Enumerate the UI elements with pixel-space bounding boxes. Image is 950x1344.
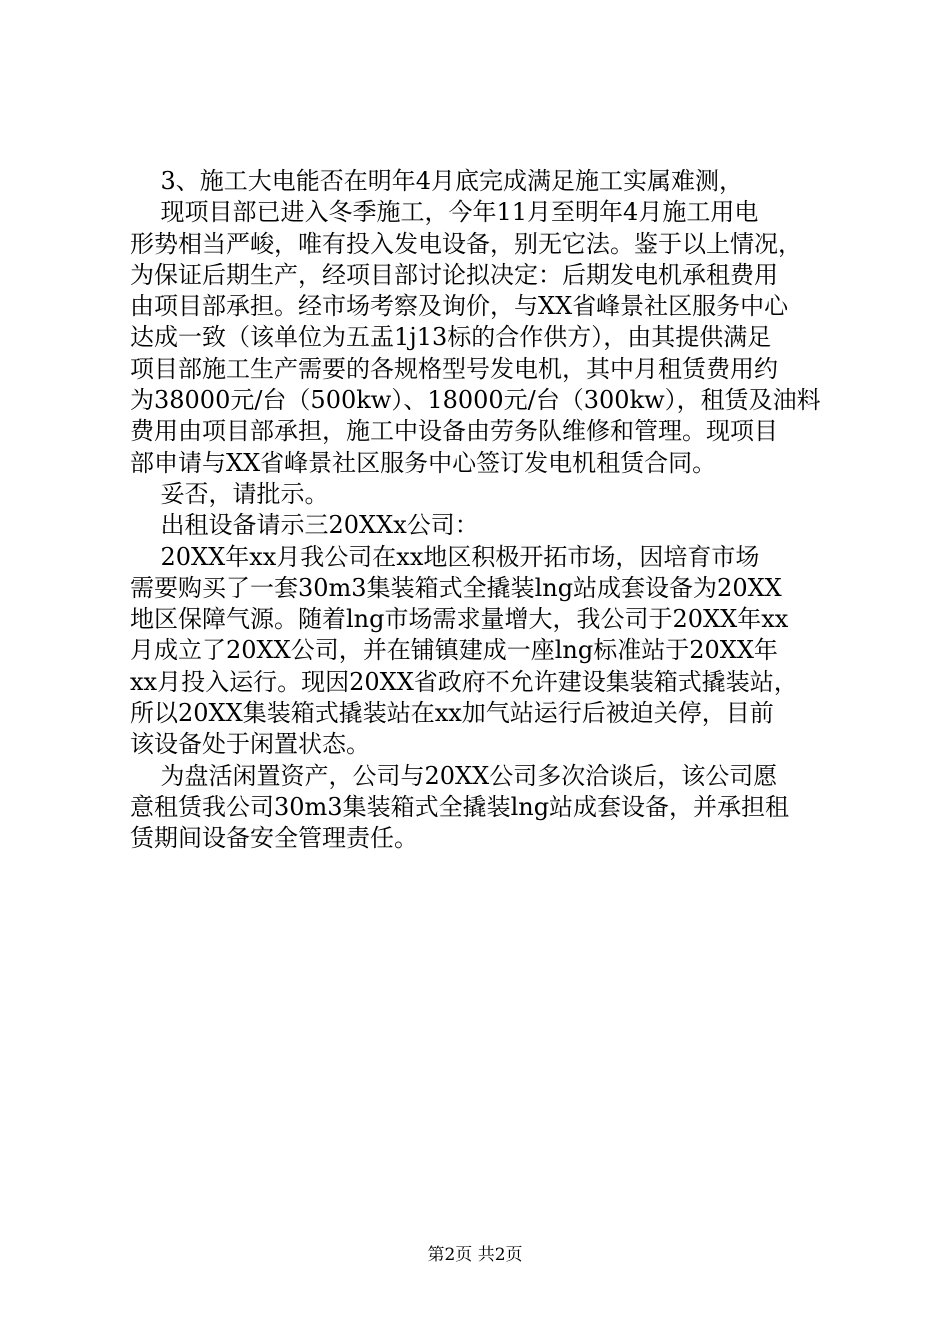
text-line: 妥否，请批示。 — [130, 479, 329, 508]
text-line: 现项目部已进入冬季施工，今年11月至明年4月施工用电 — [130, 198, 759, 227]
paragraph-power-supply — [130, 166, 830, 479]
text-line: 达成一致（该单位为五盂1j13标的合作供方），由其提供满足 — [130, 323, 772, 352]
text-line: 为盘活闲置资产，公司与20XX公司多次洽谈后，该公司愿 — [130, 761, 778, 790]
paragraph-section-heading — [130, 510, 830, 541]
paragraph-approval-request — [130, 479, 830, 510]
text-line: 月成立了20XX公司，并在铺镇建成一座lng标准站于20XX年 — [130, 636, 778, 665]
text-line: 项目部施工生产需要的各规格型号发电机，其中月租赁费用约 — [130, 354, 778, 383]
text-line: 需要购买了一套30m3集装箱式全撬装lng站成套设备为20XX — [130, 573, 782, 602]
paragraph-asset-lease — [130, 761, 830, 855]
text-line: 为38000元/台（500kw）、18000元/台（300kw），租赁及油料 — [130, 386, 821, 415]
page-number-footer: 第2页 共2页 — [427, 1245, 523, 1265]
text-line: 所以20XX集装箱式撬装站在xx加气站运行后被迫关停，目前 — [130, 699, 774, 728]
text-line: 为保证后期生产，经项目部讨论拟决定：后期发电机承租费用 — [130, 260, 778, 289]
text-line: 该设备处于闲置状态。 — [130, 730, 370, 759]
text-line: 出租设备请示三20XXx公司： — [130, 511, 479, 540]
text-line: 费用由项目部承担，施工中设备由劳务队维修和管理。现项目 — [130, 417, 778, 446]
text-line: 20XX年xx月我公司在xx地区积极开拓市场，因培育市场 — [130, 542, 760, 571]
text-line: 3、施工大电能否在明年4月底完成满足施工实属难测， — [130, 167, 744, 195]
text-line: 地区保障气源。随着lng市场需求量增大，我公司于20XX年xx — [130, 605, 789, 634]
text-line: 赁期间设备安全管理责任。 — [130, 824, 418, 853]
document-body — [130, 166, 830, 855]
text-line: xx月投入运行。现因20XX省政府不允许建设集装箱式撬装站， — [130, 667, 798, 696]
text-line: 形势相当严峻，唯有投入发电设备，别无它法。鉴于以上情况， — [130, 229, 802, 258]
paragraph-lng-station — [130, 542, 830, 761]
text-line: 意租赁我公司30m3集装箱式全撬装lng站成套设备，并承担租 — [130, 792, 790, 821]
text-line: 部申请与XX省峰景社区服务中心签订发电机租赁合同。 — [130, 448, 717, 477]
text-line: 由项目部承担。经市场考察及询价，与XX省峰景社区服务中心 — [130, 292, 789, 321]
